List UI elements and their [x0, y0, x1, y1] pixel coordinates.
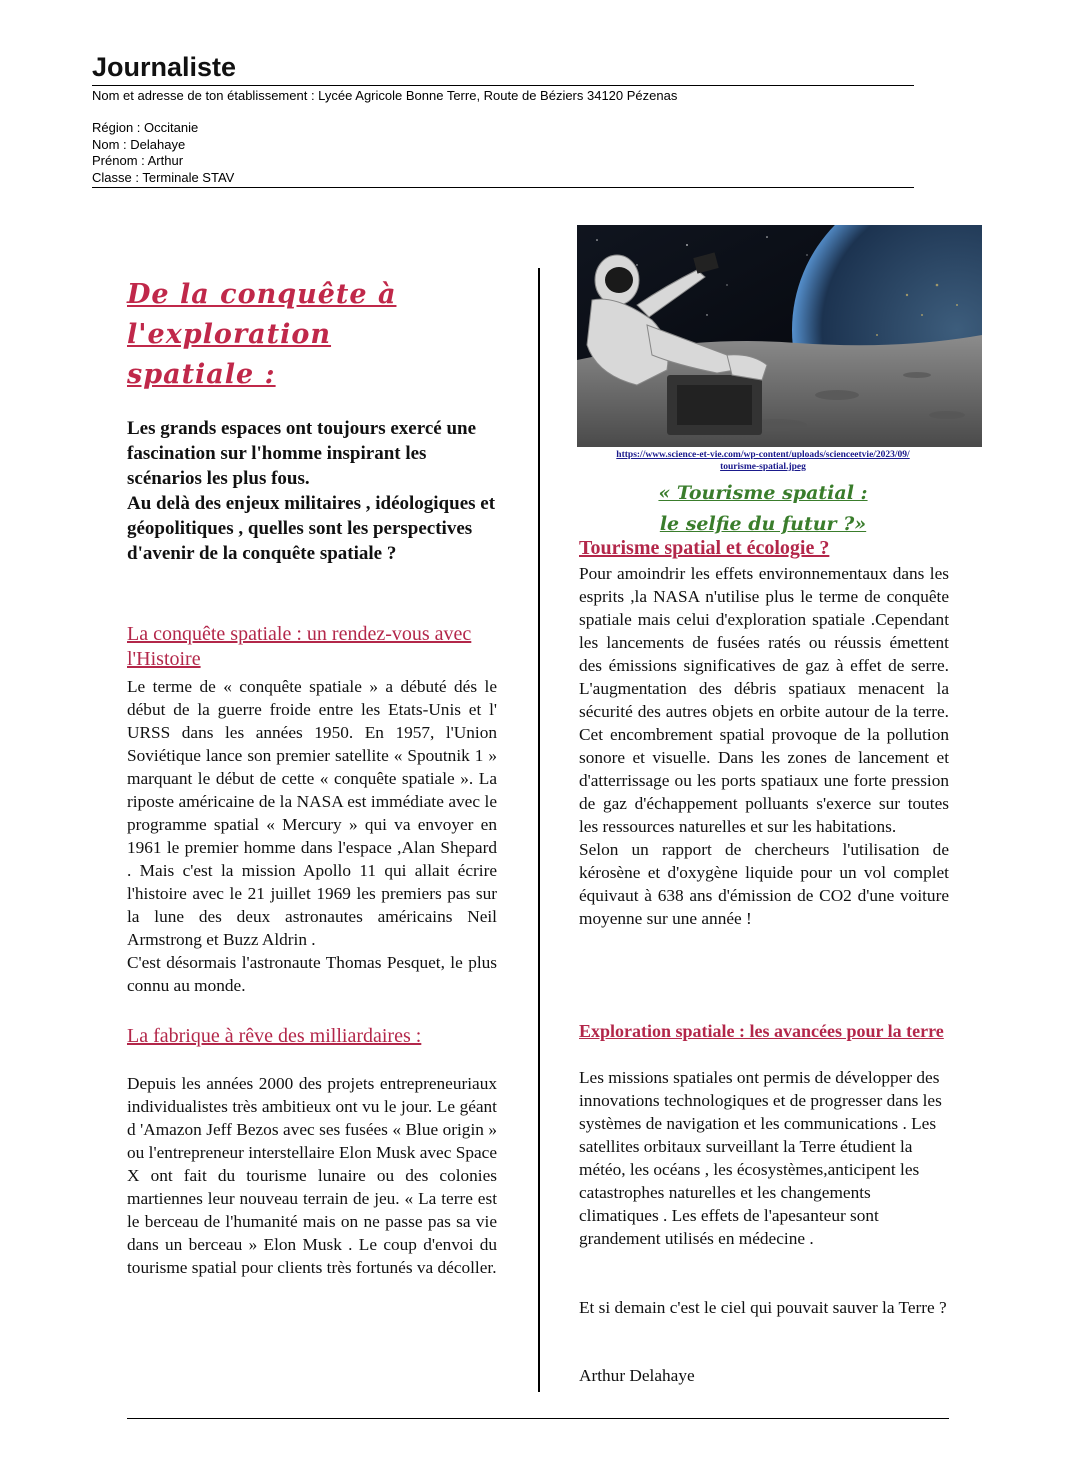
footer-divider [127, 1418, 949, 1419]
url-line[interactable]: https://www.science-et-vie.com/wp-content/uploads/scienceetvie/2023/09/ [616, 450, 910, 460]
closing-question: Et si demain c'est le ciel qui pouvait sauver la Terre ? [579, 1298, 947, 1317]
caption-title-line: « Tourisme spatial : [658, 482, 868, 504]
section-body-advances [579, 1066, 949, 1250]
article-title [127, 275, 457, 395]
paragraph: Pour amoindrir les effets environnementaux dans les esprits ,la NASA n'utilise plus le terme de conquête spatiale mais celui d'exploration spatiale .Cependant les lancements de fusées ratés ou réussis émettent des émissions significatives de gaz à effet de serre. L'augmentation des débris spatiaux menacent la sécurité des autres objets en orbite autour de la terre. Cet encombrement spatial provoque de la pollution sonore et visuelle. Dans les zones de lancement et d'atterrissage ou les ports spatiaux une forte pression de gaz d'échappement polluants s'exerce sur toutes les ressources naturelles et sur les habitations. [579, 564, 949, 836]
section-body-history [127, 675, 497, 997]
info-class: Classe : Terminale STAV [92, 169, 235, 185]
section-heading-ecology: Tourisme spatial et écologie ? [579, 537, 830, 559]
document-header [92, 50, 914, 84]
student-info [92, 120, 234, 186]
info-first-name: Prénom : Arthur [92, 153, 184, 169]
header-divider-bottom [92, 187, 914, 188]
intro-paragraph: Les grands espaces ont toujours exercé une fascination sur l'homme inspirant les scénarios les plus fous. [127, 418, 477, 489]
section-heading-history: La conquête spatiale : un rendez-vous avec l'Histoire [127, 623, 472, 670]
astronaut-moon-illustration [577, 225, 982, 447]
info-region: Région : Occitanie [92, 120, 199, 135]
article-title-line: De la conquête à [127, 279, 397, 310]
paragraph: Les missions spatiales ont permis de développer des innovations technologiques et de progresser dans les systèmes de navigation et les communications . Les satellites orbitaux surveillant la Terre étudient la météo, les océans , les écosystèmes,anticipent les catastrophes naturelles et les changements climatiques . Les effets de l'apesanteur sont grandement utilisés en médecine . [579, 1068, 942, 1248]
section-body-ecology [579, 562, 949, 930]
header-divider [92, 85, 914, 86]
url-line[interactable]: tourisme-spatial.jpeg [720, 462, 806, 472]
paragraph: Depuis les années 2000 des projets entrepreneuriaux individualistes très ambitieux ont vu le jour. Le géant d 'Amazon Jeff Bezos avec ses fusées « Blue origin » ou l'entrepreneur interstellaire Elon Musk avec Space X ont fait du tourisme lunaire ou des colonies martiennes leur nouveau terrain de jeu. « La terre est le berceau de l'humanité mais on ne passe pas sa vie dans un berceau » Elon Musk . Le coup d'envoi du tourisme spatial pour clients très fortunés va décoller. [127, 1074, 497, 1277]
image-source-url[interactable] [577, 449, 949, 473]
column-divider [538, 268, 540, 1392]
astronaut-moon-photo [577, 225, 982, 447]
paragraph: Selon un rapport de chercheurs l'utilisation de kérosène et d'oxygène liquide pour un vol complet équivaut à 638 ans d'émission de CO2 d'une voiture moyenne sur une année ! [579, 840, 949, 928]
section-heading-advances: Exploration spatiale : les avancées pour la terre [579, 1021, 944, 1041]
article-title-line: l'exploration [127, 319, 332, 350]
article-title-line: spatiale : [127, 359, 276, 390]
paragraph: Le terme de « conquête spatiale » a débuté dés le début de la guerre froide entre les Etats-Unis et l' URSS dans les années 1950. En 1957, l'Union Soviétique lance son premier satellite « Spoutnik 1 » marquant le début de cette « conquête spatiale ». La riposte américaine de la NASA est immédiate avec le programme spatial « Mercury » qui va envoyer en 1961 le premier homme dans l'espace ,Alan Shepard . Mais c'est la mission Apollo 11 qui allait écrire l'histoire avec le 21 juillet 1969 les premiers pas sur la lune des deux astronautes américains Neil Armstrong et Buzz Aldrin . [127, 677, 497, 949]
article-intro [127, 416, 497, 566]
section-body-billionaires [127, 1072, 497, 1279]
intro-paragraph: Au delà des enjeux militaires , idéologiques et géopolitiques , quelles sont les perspectives d'avenir de la conquête spatiale ? [127, 493, 496, 564]
author-signature: Arthur Delahaye [579, 1366, 695, 1385]
info-last-name: Nom : Delahaye [92, 136, 186, 152]
section-heading-billionaires: La fabrique à rêve des milliardaires : [127, 1025, 422, 1047]
document-title: Journaliste [92, 52, 237, 82]
caption-title-line: le selfie du futur ?» [659, 513, 867, 535]
paragraph: C'est désormais l'astronaute Thomas Pesquet, le plus connu au monde. [127, 953, 497, 995]
image-caption-title [577, 478, 949, 540]
school-address: Nom et adresse de ton établissement : Lycée Agricole Bonne Terre, Route de Béziers 34120 Pézenas [92, 88, 678, 103]
